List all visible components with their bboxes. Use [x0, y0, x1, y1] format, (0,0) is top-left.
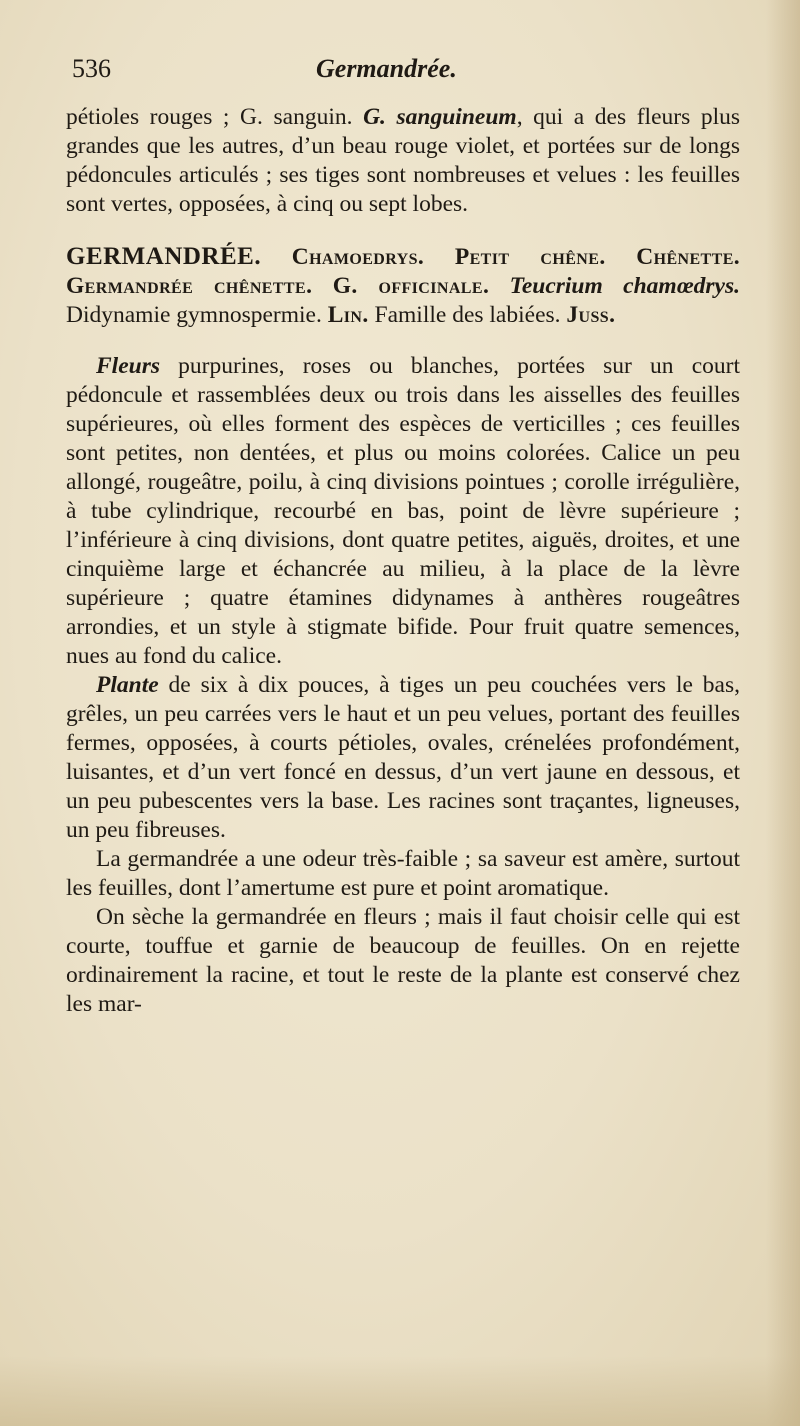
classification: Didynamie gymnospermie.	[66, 302, 322, 328]
running-title: Germandrée.	[316, 54, 457, 83]
synonym-chenette: Chênette.	[636, 244, 741, 270]
page-edge-shadow	[766, 0, 800, 1426]
intro-text-1: pétioles rouges ; G. sanguin.	[66, 104, 364, 130]
page-number: 536	[72, 54, 111, 83]
page-bottom-shadow	[0, 1356, 800, 1426]
paragraph-fleurs	[66, 352, 740, 671]
paragraph-intro	[66, 103, 740, 219]
authority-linnaeus: Lin.	[327, 302, 369, 328]
paragraph-sechage: On sèche la germandrée en fleurs ; mais il faut choisir celle qui est courte, touffue et garnie de beaucoup de feuilles. On en rejette ordinairement la racine, et tout le reste de la plante est conservé chez les mar-	[66, 904, 740, 1017]
headword: GERMANDRÉE.	[66, 243, 262, 270]
family: Famille des labiées.	[374, 302, 561, 328]
paragraph-odeur: La germandrée a une odeur très-faible ; sa saveur est amère, surtout les feuilles, dont l’amertume est pure et point aromatique.	[66, 846, 740, 901]
lead-word-fleurs: Fleurs	[96, 353, 160, 379]
latin-name: Teucrium chamœdrys.	[509, 273, 741, 299]
body-text	[66, 103, 740, 1019]
synonym-germandree-chenette: Germandrée chênette.	[66, 273, 313, 299]
synonym-petit-chene: Petit chêne.	[454, 244, 606, 270]
plante-text: de six à dix pouces, à tiges un peu couchées vers le bas, grêles, un peu carrées vers le haut et un peu velues, portant des feuilles fermes, opposées, à courts pétioles, ovales, crénelées profondément, luisantes, et d’un vert foncé en dessus, d’un vert jaune en dessous, et un peu pubescentes vers la base. Les racines sont traçantes, ligneuses, un peu fibreuses.	[66, 672, 740, 843]
lead-word-plante: Plante	[96, 672, 159, 698]
paragraph-plante	[66, 671, 740, 845]
intro-latin-name: G. sanguineum	[363, 104, 517, 130]
synonym-chamoedrys: Chamoedrys.	[291, 244, 425, 270]
page-header	[72, 54, 742, 94]
intro-text-2: , qui a des fleurs plus grandes que les autres, d’un beau rouge violet, et portées sur de longs pédoncules articulés ; ses tiges sont nombreuses et velues : les feuilles sont vertes, opposées, à cinq ou sept lobes.	[66, 104, 740, 217]
synonym-officinale: G. officinale.	[332, 273, 490, 299]
fleurs-text: purpurines, roses ou blanches, portées sur un court pédoncule et rassemblées deux ou trois dans les aisselles des feuilles supérieures, où elles forment des espèces de verticilles ; ces feuilles sont petites, non dentées, et plus ou moins colorées. Calice un peu allongé, rougeâtre, poilu, à cinq divisions pointues ; corolle irrégulière, à tube cylindrique, recourbé en bas, point de lèvre supérieure ; l’inférieure à cinq divisions, dont quatre petites, aiguës, droites, et une cinquième large et échancrée au milieu, à la place de la lèvre supérieure ; quatre étamines didynames à anthères rougeâtres arrondies, et un style à stigmate bifide. Pour fruit quatre semences, nues au fond du calice.	[66, 353, 740, 669]
entry-heading	[66, 242, 740, 330]
authority-jussieu: Juss.	[566, 302, 616, 328]
